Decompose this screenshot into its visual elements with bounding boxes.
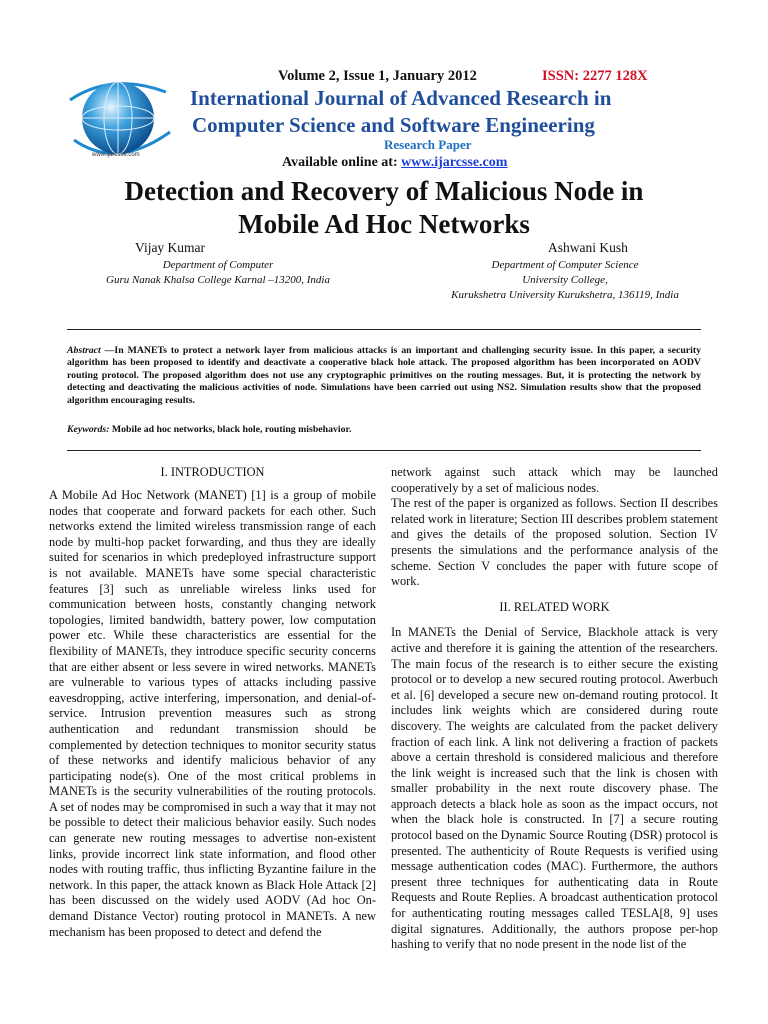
journal-link[interactable]: www.ijarcsse.com — [401, 155, 508, 170]
journal-title-line1: International Journal of Advanced Research in — [190, 86, 612, 110]
paper-title-line1: Detection and Recovery of Malicious Node in — [124, 176, 644, 206]
related-work-text: In MANETs the Denial of Service, Blackhole attack is very active and therefore it is gaining the attention of the researchers. The main focus of the research is to either secure the existing protocol or to develop a new secured routing protocol. Awerbuch et al. [6] developed a secure new on-demand routing protocol. It includes link weights which are considered during route discovery. The weights are calculated from the packet delivery fraction of each link. A link not delivering a fraction of packets above a certain threshold is considered malicious and therefore the link weight is increased such that the link is chosen with smaller probability in the next route discovery phase. The approach detects a black hole as soon as the impact occurs, not when the black hole is constructed. In [7] a secure routing protocol based on the Dynamic Source Routing (DSR) protocol is presented. The authenticity of Route Requests is verified using message authentication codes (MAC). Furthermore, the authors present three techniques for authenticating data in Route Requests and Route Replies. A broadcast authentication protocol for authenticating routing messages called TESLA[8, 9] uses digital signatures. Additionally, the authors propose per-hop hashing to verify that no node present in the node list of the — [391, 625, 718, 952]
keywords-text: Mobile ad hoc networks, black hole, routing misbehavior. — [109, 424, 352, 435]
author-1-name: Vijay Kumar — [135, 240, 206, 255]
author-2-dept: Department of Computer Science — [491, 259, 639, 271]
paper-title — [40, 175, 728, 241]
author-2-affiliation — [430, 258, 700, 303]
author-2-university: Kurukshetra University Kurukshetra, 136119, India — [451, 289, 679, 301]
paper-title-line2: Mobile Ad Hoc Networks — [238, 209, 530, 239]
section-heading-introduction: I. INTRODUCTION — [160, 465, 265, 479]
journal-title-line2: Computer Science and Software Engineering — [192, 113, 595, 137]
issn: ISSN: 2277 128X — [542, 68, 648, 84]
abstract-label: Abstract — [67, 345, 101, 356]
author-1-college: Guru Nanak Khalsa College Karnal –13200, India — [106, 274, 330, 286]
right-column — [391, 465, 718, 953]
volume-issue: Volume 2, Issue 1, January 2012 — [278, 68, 477, 84]
left-column — [49, 488, 376, 940]
paper-type: Research Paper — [384, 137, 472, 152]
available-label: Available online at: — [282, 155, 398, 170]
available-online — [282, 155, 507, 171]
divider-bottom — [67, 450, 701, 451]
divider-top — [67, 329, 701, 330]
author-1-dept: Department of Computer — [162, 259, 274, 271]
introduction-continued: network against such attack which may be launched cooperatively by a set of malicious nodes. — [391, 465, 718, 495]
author-2-name: Ashwani Kush — [548, 240, 628, 255]
keywords — [67, 424, 701, 435]
abstract-text: —In MANETs to protect a network layer from malicious attacks is an important and challenging security issue. In this paper, a security algorithm has been proposed to identify and deactivate a cooperative black hole attack. The proposed algorithm has been incorporated on AODV routing protocol. The proposed algorithm does not use any cryptographic primitives on the routing messages. But, it is protecting the network by detecting and deactivating the malicious activities of node. Simulations have been carried out using NS2. Simulation results show that the proposed algorithm encouraging results. — [67, 345, 701, 406]
abstract — [67, 345, 701, 407]
logo-url: www.ijarcsse.com — [92, 152, 140, 158]
introduction-text: A Mobile Ad Hoc Network (MANET) [1] is a group of mobile nodes that cooperate and forward packets for each other. Such networks extend the limited wireless transmission range of each node by multi-hop packet forwarding, and thus they are ideally suited for scenarios in which predeployed infrastructure support is not available. MANETs have some special characteristic features [3] such as unreliable wireless links used for communication between hosts, constantly changing network topologies, limited bandwidth, battery power, low computation power etc. While these characteristics are essential for the flexibility of MANETs, they introduce specific security concerns that are either absent or less severe in wired networks. MANETs are vulnerable to various types of attacks including passive eavesdropping, active interfering, impersonation, and denial-of-service. Intrusion prevention measures such as strong authentication and redundant transmission should be complemented by detection techniques to monitor security status of these networks and identify malicious behavior of any participating node(s). One of the most critical problems in MANETs is the security vulnerabilities of the routing protocols. A set of nodes may be compromised in such a way that it may not be possible to detect their malicious behavior easily. Such nodes can generate new routing messages to advertise non-existent links, provide incorrect link state information, and flood other nodes with routing traffic, thus inflicting Byzantine failure in the network. In this paper, the attack known as Black Hole Attack [2] has been discussed on the widely used AODV (Ad hoc On-demand Distance Vector) routing protocol in MANETs. A new mechanism has been proposed to detect and defend the — [49, 488, 376, 939]
section-heading-related-work: II. RELATED WORK — [499, 599, 610, 614]
paper-organization: The rest of the paper is organized as follows. Section II describes related work in literature; Section III describes problem statement and gives the details of the proposed solution. Section IV presents the simulations and the performance analysis of the scheme. Section V concludes the paper with future scope of work. — [391, 496, 718, 589]
author-1-affiliation — [68, 258, 368, 288]
keywords-label: Keywords: — [67, 424, 110, 435]
author-2-college: University College, — [522, 274, 608, 286]
